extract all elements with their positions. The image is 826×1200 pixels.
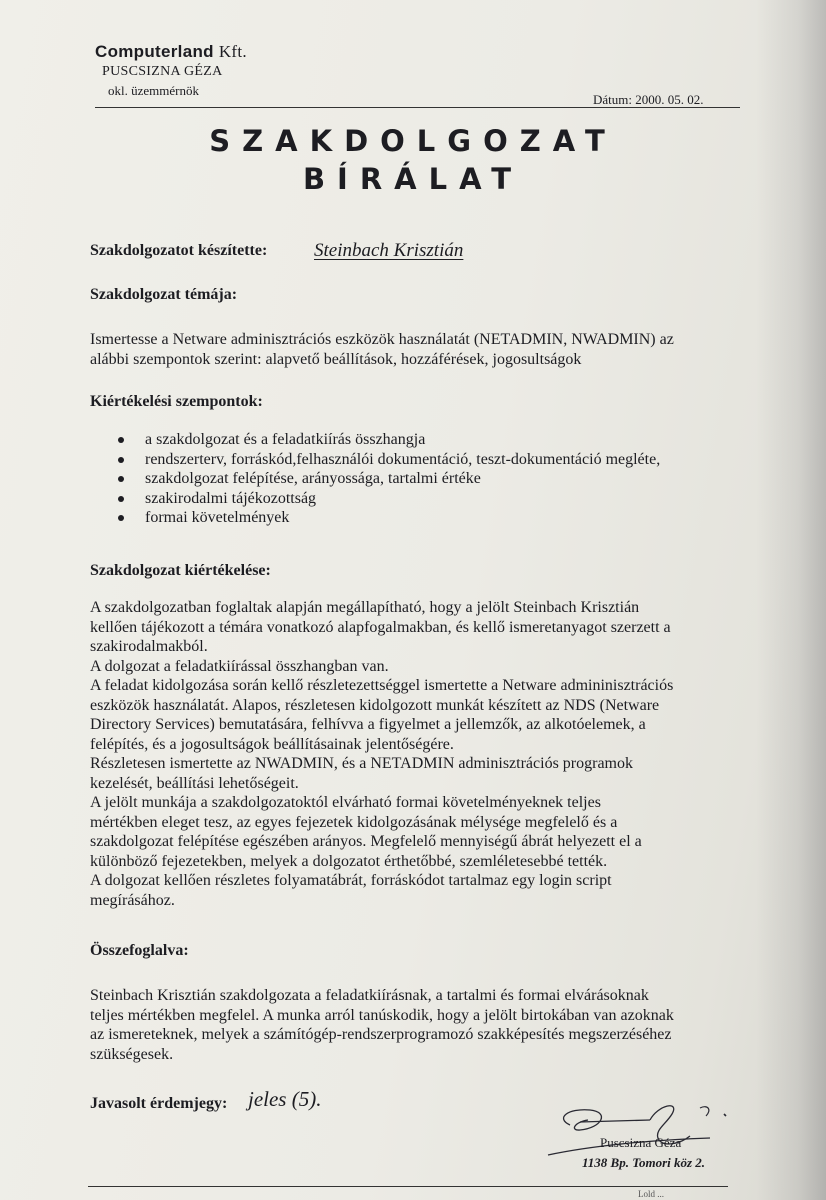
signatory-address: 1138 Bp. Tomori köz 2. bbox=[582, 1155, 706, 1170]
footer-divider bbox=[88, 1186, 728, 1187]
bullet-icon bbox=[118, 476, 124, 482]
signatory-name: Puscsizna Géza bbox=[600, 1135, 682, 1150]
summary-text bbox=[90, 986, 730, 1064]
prepared-by-value: Steinbach Krisztián bbox=[314, 240, 464, 261]
document-title-line-1: SZAKDOLGOZAT bbox=[209, 124, 617, 158]
list-item bbox=[118, 450, 660, 470]
list-item-text: szakdolgozat felépítése, arányossága, tartalmi értéke bbox=[145, 470, 481, 487]
prepared-by-label: Szakdolgozatot készítette: bbox=[90, 242, 268, 259]
grade-value: jeles (5). bbox=[248, 1087, 322, 1111]
handwritten-signature bbox=[540, 1100, 730, 1160]
criteria-list bbox=[118, 430, 660, 528]
header-divider bbox=[95, 107, 740, 108]
document-title-line-2: BÍRÁLAT bbox=[302, 162, 524, 196]
text-line: A dolgozat a feladatkiírással összhangban van. bbox=[90, 657, 389, 675]
bullet-icon bbox=[118, 496, 124, 502]
text-line: alábbi szempontok szerint: alapvető beállítások, hozzáférések, jogosultságok bbox=[90, 350, 582, 368]
list-item bbox=[118, 489, 660, 509]
text-line: eszközök használatát. Alapos, részletesen kidolgozott munkát készített az NDS (Netware bbox=[90, 696, 660, 714]
grade-label: Javasolt érdemjegy: bbox=[90, 1095, 228, 1112]
text-line: szakdolgozat felépítése egészében arányos. Megfelelő mennyiségű ábrát helyezett el a bbox=[90, 833, 642, 850]
list-item-text: szakirodalmi tájékozottság bbox=[145, 489, 317, 507]
list-item bbox=[118, 469, 660, 489]
text-line: Részletesen ismertette az NWADMIN, és a NETADMIN adminisztrációs programok bbox=[90, 755, 633, 772]
text-line: A jelölt munkája a szakdolgozatoktól elvárható formai követelményeknek teljes bbox=[90, 794, 601, 811]
list-item bbox=[118, 508, 660, 528]
document-date: Dátum: 2000. 05. 02. bbox=[593, 92, 704, 107]
company-name-text: Computerland bbox=[95, 42, 214, 61]
company-name bbox=[95, 42, 247, 62]
criteria-label: Kiértékelési szempontok: bbox=[90, 393, 263, 410]
bullet-icon bbox=[118, 515, 124, 521]
text-line: A szakdolgozatban foglaltak alapján megállapítható, hogy a jelölt Steinbach Krisztián bbox=[90, 599, 640, 616]
topic-text bbox=[90, 330, 730, 369]
text-line: teljes mértékben megfelel. A munka arról tanúskodik, hogy a jelölt birtokában van azoknak bbox=[90, 1006, 674, 1024]
bullet-icon bbox=[118, 457, 124, 463]
list-item-text: formai követelmények bbox=[145, 509, 290, 526]
letterhead-role: okl. üzemmérnök bbox=[108, 83, 199, 98]
text-line: mértékben eleget tesz, az egyes fejezetek kidolgozásának mélysége megfelelő és a bbox=[90, 813, 618, 831]
topic-label: Szakdolgozat témája: bbox=[90, 286, 238, 303]
text-line: A feladat kidolgozása során kellő részletezettséggel ismertette a Netware admininisztrációs bbox=[90, 677, 674, 694]
footer-fold-text: Lold ... bbox=[638, 1189, 664, 1199]
text-line: az ismereteknek, melyek a számítógép-rendszerprogramozó szakképesítés megszerzéséhez bbox=[90, 1026, 672, 1043]
list-item-text: rendszerterv, forráskód,felhasználói dokumentáció, teszt-dokumentáció megléte, bbox=[145, 450, 661, 468]
text-line: különböző fejezetekben, melyek a dolgozatot érthetőbbé, szemléletesebbé tették. bbox=[90, 852, 608, 870]
evaluation-label: Szakdolgozat kiértékelése: bbox=[90, 562, 271, 579]
text-line: Ismertesse a Netware adminisztrációs eszközök használatát (NETADMIN, NWADMIN) az bbox=[90, 331, 674, 348]
list-item bbox=[118, 430, 660, 450]
text-line: Steinbach Krisztián szakdolgozata a feladatkiírásnak, a tartalmi és formai elvárásoknak bbox=[90, 987, 649, 1004]
text-line: kellően tájékozott a témára vonatkozó alapfogalmakban, és kellő ismeretanyagot szerzett a bbox=[90, 618, 671, 636]
text-line: szükségesek. bbox=[90, 1045, 174, 1063]
list-item-text: a szakdolgozat és a feladatkiírás összhangja bbox=[145, 431, 426, 448]
summary-label: Összefoglalva: bbox=[90, 942, 189, 959]
evaluation-text bbox=[90, 598, 730, 910]
text-line: Directory Services) bemutatására, felhívva a figyelmet a jellemzők, az alkotóelemek, a bbox=[90, 716, 646, 733]
bullet-icon bbox=[118, 437, 124, 443]
text-line: megírásához. bbox=[90, 891, 175, 909]
text-line: felépítés, és a jogosultságok beállításainak jelentőségére. bbox=[90, 735, 454, 753]
text-line: kezelését, beállítási lehetőségeit. bbox=[90, 774, 299, 792]
text-line: szakirodalmakból. bbox=[90, 638, 208, 655]
company-suffix: Kft. bbox=[218, 42, 247, 61]
text-line: A dolgozat kellően részletes folyamatábrát, forráskódot tartalmaz egy login script bbox=[90, 872, 612, 889]
letterhead-person: PUSCSIZNA GÉZA bbox=[102, 64, 223, 79]
